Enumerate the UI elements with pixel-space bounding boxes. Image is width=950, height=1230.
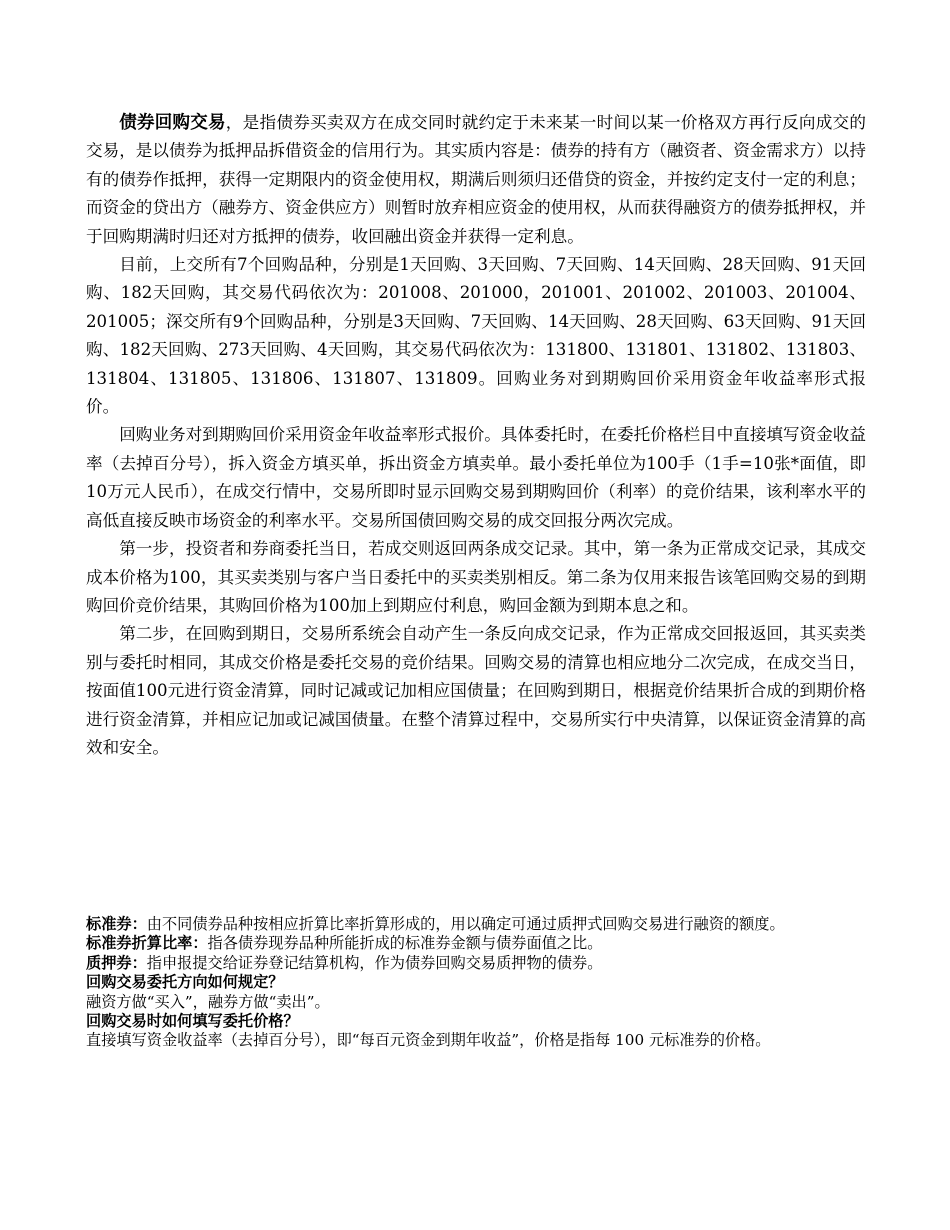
definition-separator: ： <box>192 934 208 953</box>
faq-question-direction: 回购交易委托方向如何规定？ <box>86 973 284 992</box>
definition-text: 由不同债券品种按相应折算比率折算形成的，用以确定可通过质押式回购交易进行融资的额度。 <box>146 915 785 933</box>
intro-text: 是指债券买卖双方在成交同时就约定于未来某一时间以某一价格双方再行反向成交的交易，是以债券为抵押品拆借资金的信用行为。其实质内容是：债券的持有方（融资者、资金需求方）以持有的债券作抵押，获得一定期限内的资金使用权，期满后则须归还借贷的资金，并按约定支付一定的利息；而资金的贷出方（融券方、资金供应方）则暂时放弃相应资金的使用权，从而获得融资方的债券抵押权，并于回购期满时归还对方抵押的债券，收回融出资金并获得一定利息。 <box>86 113 867 246</box>
faq-question-price: 回购交易时如何填写委托价格？ <box>86 1012 299 1031</box>
definitions-and-faq <box>86 915 866 1051</box>
definition-term: 标准券 <box>86 915 132 933</box>
paragraph-trading-codes: 目前，上交所有7个回购品种，分别是1天回购、3天回购、7天回购、14天回购、28天回购、91天回购、182天回购，其交易代码依次为：201008、201000，201001、201002、201003、201004、201005；深交所有9个回购品种，分别是3天回购、7天回购、14天回购、28天回购、63天回购、91天回购、182天回购、273天回购、4天回购，其交易代码依次为：131800、131801、131802、131803、131804、131805、131806、131807、131809。回购业务对到期购回价采用资金年收益率形式报价。 <box>86 255 866 417</box>
definition-separator: ： <box>131 953 147 972</box>
intro-paragraph <box>86 109 866 251</box>
definition-text: 指各债券现券品种所能折成的标准券金额与债券面值之比。 <box>207 934 603 953</box>
paragraph-step-one: 第一步，投资者和券商委托当日，若成交则返回两条成交记录。其中，第一条为正常成交记录，其成交成本价格为100，其买卖类别与客户当日委托中的买卖类别相反。第二条为仅用来报告该笔回购交易的到期购回价竞价结果，其购回价格为100加上到期应付利息，购回金额为到期本息之和。 <box>86 539 866 615</box>
main-body <box>86 109 866 762</box>
paragraph-quotation: 回购业务对到期购回价采用资金年收益率形式报价。具体委托时，在委托价格栏目中直接填写资金收益率（去掉百分号），拆入资金方填买单，拆出资金方填卖单。最小委托单位为100手（1手=10张*面值，即10万元人民币），在成交行情中，交易所即时显示回购交易到期购回价（利率）的竞价结果，该利率水平的高低直接反映市场资金的利率水平。交易所国债回购交易的成交回报分两次完成。 <box>86 425 866 530</box>
definition-text: 指申报提交给证券登记结算机构，作为债券回购交易质押物的债券。 <box>146 953 603 972</box>
definition-separator: ： <box>131 915 147 933</box>
definition-term: 质押券 <box>86 953 132 972</box>
faq-answer-direction: 融资方做“买入”，融券方做“卖出”。 <box>86 992 330 1011</box>
definition-term: 标准券折算比率 <box>86 934 193 953</box>
paragraph-step-two: 第二步，在回购到期日，交易所系统会自动产生一条反向成交记录，作为正常成交回报返回，其买卖类别与委托时相同，其成交价格是委托交易的竞价结果。回购交易的清算也相应地分二次完成，在成交当日，按面值100元进行资金清算，同时记减或记加相应国债量；在回购到期日，根据竞价结果折合成的到期价格进行资金清算，并相应记加或记减国债量。在整个清算过程中，交易所实行中央清算，以保证资金清算的高效和安全。 <box>86 624 866 757</box>
definition-conversion-ratio <box>86 934 866 953</box>
intro-separator: ， <box>225 113 243 132</box>
definition-pledged-bond <box>86 954 866 973</box>
definition-standard-bond <box>86 915 866 934</box>
faq-answer-price: 直接填写资金收益率（去掉百分号），即“每百元资金到期年收益”，价格是指每 100 元标准券的价格。 <box>86 1031 771 1050</box>
intro-term: 债券回购交易 <box>119 113 226 133</box>
